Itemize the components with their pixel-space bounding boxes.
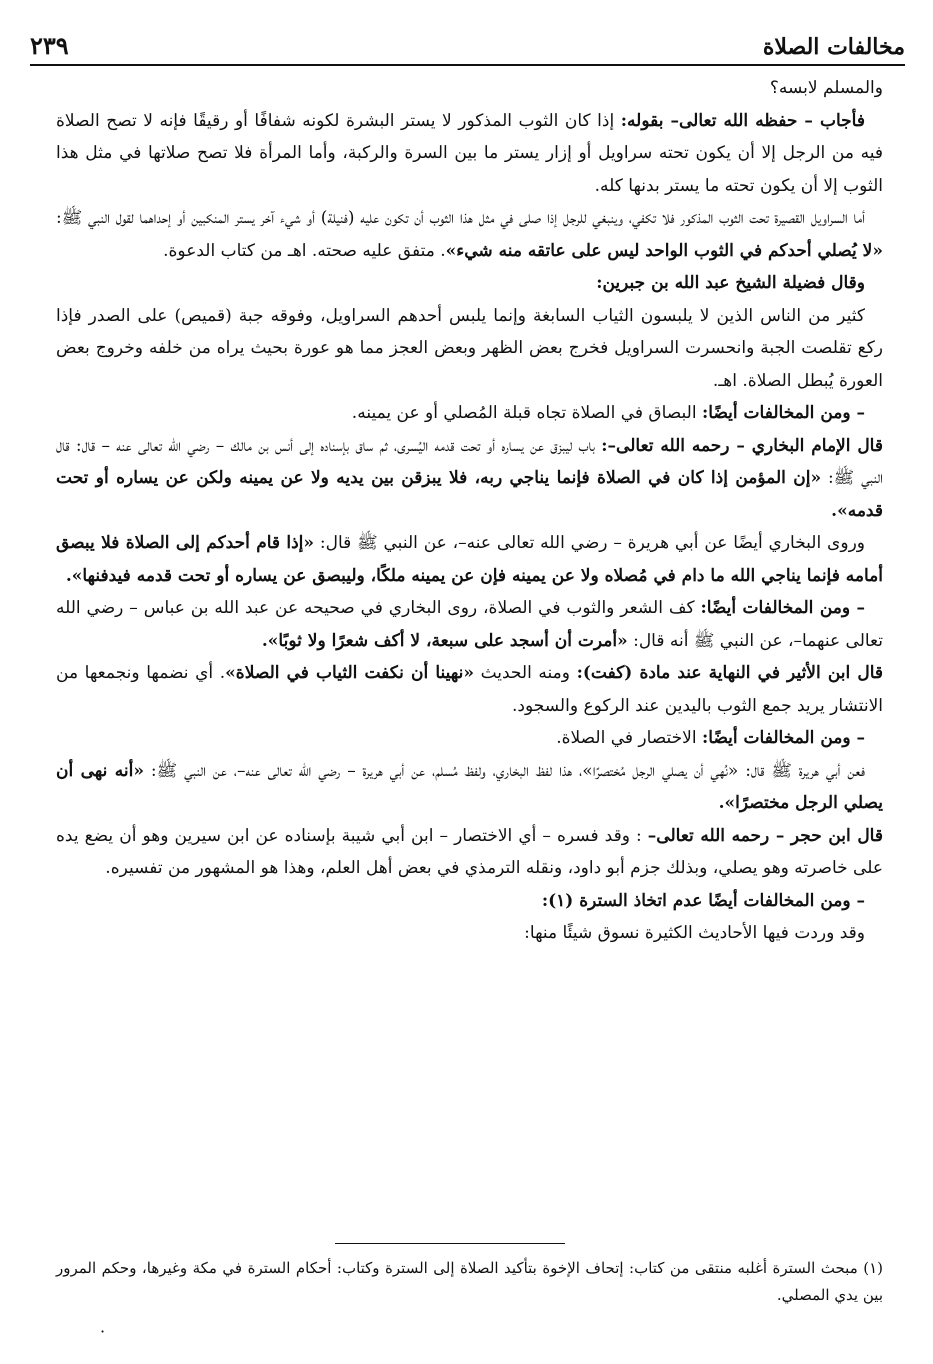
paragraph: قال ابن حجر – رحمه الله تعالى– : وقد فسره – أي الاختصار – ابن أبي شيبة بإسناده عن ابن سيرين وهو أن يضع يده على خاصرته وهو يصلي، وبذلك جزم أبو داود، ونقله الترمذي في بعض أهل العلم، وهذا هو المشهور من تفسيره. [56,825,883,878]
paragraph: – ومن المخالفات أيضًا: الاختصار في الصلاة. [556,728,865,748]
paragraph: كثير من الناس الذين لا يلبسون الثياب السابغة وإنما يلبس أحدهم السراويل، وفوقه جبة (قميص) على الصدر فإذا ركع تقلصت الجبة وانحسرت السراويل فخرج بعض الظهر وبعض العجز مما هو عورة بحيث يراه من خلفه وخروج بعض العورة يُبطل الصلاة. اهـ. [56,305,883,391]
paragraph: وقد وردت فيها الأحاديث الكثيرة نسوق شيئًا منها: [524,923,865,943]
footnote-divider [335,1243,565,1244]
section-heading: – ومن المخالفات أيضًا عدم اتخاذ السترة (١): [541,890,865,911]
stray-mark: · [100,1322,106,1341]
paragraph: قال ابن الأثير في النهاية عند مادة (كفت): ومنه الحديث «نهينا أن نكفت الثياب في الصلاة». أي نضمها ونجمعها من الانتشار يريد جمع الثوب باليدين عند الركوع والسجود. [56,663,884,716]
page-number: ٢٣٩ [30,31,69,60]
paragraph: أما السراويل القصيرة تحت الثوب المذكور فلا تكفي، وينبغي للرجل إذا صلى في مثل هذا الثوب أن تكون عليه (فنيلة) أو شيء آخر يستر المنكبين أو إحداهما لقول النبي ﷺ: «لا يُصلي أحدكم في الثوب الواحد ليس على عاتقه منه شيء». متفق عليه صحته. اهـ من كتاب الدعوة. [56,208,883,261]
paragraph: – ومن المخالفات أيضًا: البصاق في الصلاة تجاه قبلة المُصلي أو عن يمينه. [351,403,865,423]
paragraph: فعن أبي هريرة ﷺ قال: «نُهي أن يصلي الرجل مُختصرًا»، هذا لفظ البخاري، ولفظ مُسلم، عن أبي هريرة – رضي الله تعالى عنه–، عن النبي ﷺ: «أنه نهى أن يصلي الرجل مختصرًا». [56,760,883,813]
running-title: مخالفات الصلاة [762,34,905,60]
paragraph: – ومن المخالفات أيضًا: كف الشعر والثوب في الصلاة، روى البخاري في صحيحه عن عبد الله بن عباس – رضي الله تعالى عنهما–، عن النبي ﷺ أنه قال: «أمرت أن أسجد على سبعة، لا أكف شعرًا ولا ثوبًا». [56,598,883,651]
page-body [56,72,883,950]
paragraph: قال الإمام البخاري – رحمه الله تعالى–: باب ليبزق عن يساره أو تحت قدمه اليُسرى، ثم ساق بإسناده إلى أنس بن مالك – رضي الله تعالى عنه – قال: قال النبي ﷺ: «إن المؤمن إذا كان في الصلاة فإنما يناجي ربه، فلا يبزقن بين يديه ولا عن يمينه ولكن عن يساره أو تحت قدمه». [56,435,883,521]
section-heading: وقال فضيلة الشيخ عبد الله بن جبرين: [596,273,865,293]
paragraph: والمسلم لابسه؟ [769,78,883,98]
footnote: (١) مبحث السترة أغلبه منتقى من كتاب: إتحاف الإخوة بتأكيد الصلاة إلى السترة وكتاب: أحكام السترة في مكة وغيرها، وحكم المرور بين يدي المصلي. [56,1259,883,1304]
page-header [30,20,905,66]
paragraph: وروى البخاري أيضًا عن أبي هريرة – رضي الله تعالى عنه–، عن النبي ﷺ قال: «إذا قام أحدكم إلى الصلاة فلا يبصق أمامه فإنما يناجي الله ما دام في مُصلاه ولا عن يمينه فإن عن يمينه ملكًا، وليبصق عن يساره أو تحت قدمه فيدفنها». [56,533,883,586]
paragraph: فأجاب – حفظه الله تعالى– بقوله: إذا كان الثوب المذكور لا يستر البشرة لكونه شفافًا أو رقيقًا فإنه لا تصح الصلاة فيه من الرجل إلا أن يكون تحته سراويل أو إزار يستر ما بين السرة والركبة، وأما المرأة فلا تصح صلاتها في مثل هذا الثوب إلا أن يكون تحته ما يستر بدنها كله. [56,110,883,196]
